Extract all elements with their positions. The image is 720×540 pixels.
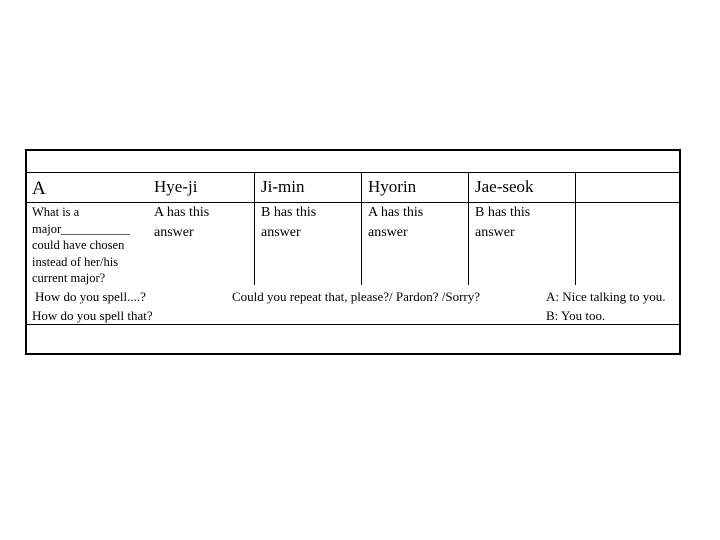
header-row xyxy=(27,173,679,203)
question-line: instead of her/his xyxy=(32,254,119,269)
column-header-label: Hyorin xyxy=(368,177,417,196)
answer-cell-empty xyxy=(575,203,679,285)
column-header-label xyxy=(576,173,679,177)
answer-cell-hyorin xyxy=(361,203,468,285)
question-line: current major? xyxy=(32,271,106,285)
answer-cell-ji-min xyxy=(254,203,361,285)
answer-text: A has this answer xyxy=(368,205,424,240)
phrase-line: B: You too. xyxy=(546,308,606,323)
column-header-jae-seok xyxy=(468,173,575,202)
repeat-phrases: Could you repeat that, please?/ Pardon? /Sorry? xyxy=(232,289,481,304)
column-header-ji-min xyxy=(254,173,361,202)
worksheet-table xyxy=(25,149,681,355)
question-text xyxy=(27,203,148,287)
answer-text: A has this answer xyxy=(154,205,210,240)
column-header-hye-ji xyxy=(148,173,254,202)
question-line: could have chosen xyxy=(32,238,125,252)
question-line: major___________ xyxy=(32,221,130,236)
phrase-line: How do you spell that? xyxy=(32,308,153,323)
question-cell xyxy=(27,203,148,285)
question-line: What is a xyxy=(32,205,80,219)
top-empty-row xyxy=(27,151,679,173)
column-header-label: Ji-min xyxy=(261,177,305,196)
answer-text: B has this answer xyxy=(475,205,531,240)
useful-phrases-row xyxy=(27,285,679,325)
spelling-phrases xyxy=(32,287,153,325)
answer-cell-jae-seok xyxy=(468,203,575,285)
corner-label: A xyxy=(32,178,46,199)
column-header-label: Jae-seok xyxy=(475,177,534,196)
column-header-empty xyxy=(575,173,679,202)
column-header-label: Hye-ji xyxy=(154,177,198,196)
phrase-line: A: Nice talking to you. xyxy=(546,289,666,304)
column-header-hyorin xyxy=(361,173,468,202)
bottom-empty-row xyxy=(27,325,679,353)
answer-row xyxy=(27,203,679,285)
corner-cell xyxy=(27,173,148,202)
answer-text: B has this answer xyxy=(261,205,317,240)
answer-cell-hye-ji xyxy=(148,203,254,285)
closing-phrases xyxy=(546,287,666,325)
phrase-line: How do you spell....? xyxy=(35,289,146,304)
